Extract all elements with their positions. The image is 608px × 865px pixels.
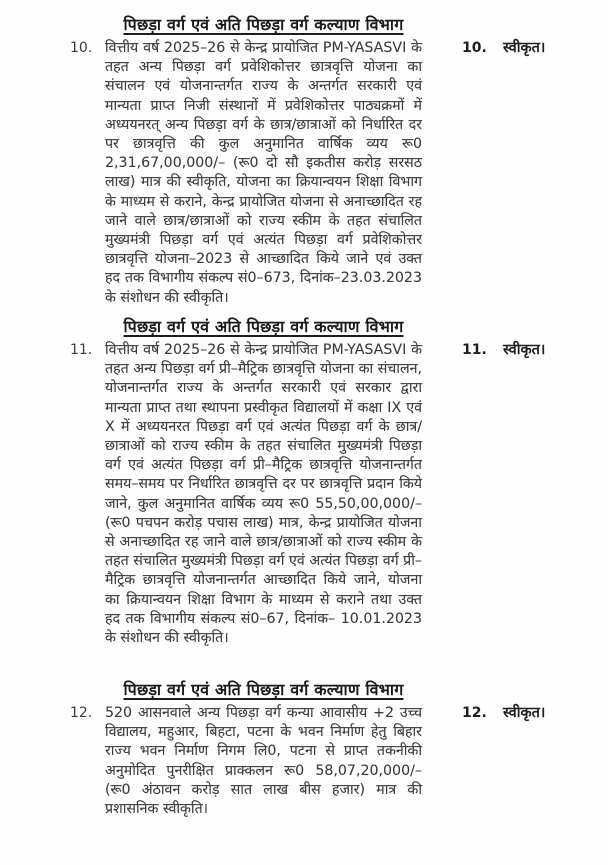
resolution-row [0,704,608,819]
item-body: वित्तीय वर्ष 2025–26 से केन्द्र प्रायोजित PM-YASASVI के तहत अन्य पिछड़ा वर्ग प्रवेशिकोत्तर छात्रवृत्ति योजना का संचालन एवं योजनान्तर्गत राज्य के अन्तर्गत सरकारी एवं मान्यता प्राप्त निजी संस्थानों में प्रवेशिकोत्तर पाठ्यक्रमों में अध्ययनरत् अन्य पिछड़ा वर्ग के छात्र/छात्राओं को निर्धारित दर पर छात्रवृत्ति की कुल अनुमानित वार्षिक व्यय रू0 2,31,67,00,000/– (रू0 दो सौ इकतीस करोड़ सरसठ लाख) मात्र की स्वीकृति, योजना का क्रियान्वयन शिक्षा विभाग के माध्यम से कराने, केन्द्र प्रायोजित योजना से अनाच्छादित रह जाने वाले छात्र/छात्राओं को राज्य स्कीम के तहत संचालित मुख्यमंत्री पिछड़ा वर्ग एवं अत्यंत पिछड़ा वर्ग प्रवेशिकोत्तर छात्रवृत्ति योजना–2023 से आच्छादित किये जाने एवं उक्त हद तक विभागीय संकल्प सं0–673, दिनांक–23.03.2023 के संशोधन की स्वीकृति। [105,40,422,306]
status-label: स्वीकृत। [503,40,546,56]
item-body: 520 आसनवाले अन्य पिछड़ा वर्ग कन्या आवासीय +2 उच्च विद्यालय, महुआर, बिहटा, पटना के भवन निर्माण हेतु बिहार राज्य भवन निर्माण निगम लि0, पटना से प्राप्त तकनीकी अनुमोदित पुनरीक्षित प्राक्कलन रू0 58,07,20,000/– (रू0 अंठावन करोड़ सात लाख बीस हजार) मात्र की प्रशासनिक स्वीकृति। [105,705,422,818]
item-number: 12. [70,705,93,721]
resolution-row [0,341,608,648]
status-number: 10. [462,40,487,56]
resolution-row [0,39,608,308]
department-heading: पिछड़ा वर्ग एवं अति पिछड़ा वर्ग कल्याण विभाग [123,317,404,336]
status-label: स्वीकृत। [503,342,546,358]
item-number: 10. [70,40,93,56]
section-item-10 [0,14,608,308]
department-heading: पिछड़ा वर्ग एवं अति पिछड़ा वर्ग कल्याण विभाग [123,680,404,699]
status-number: 11. [462,342,487,358]
department-heading: पिछड़ा वर्ग एवं अति पिछड़ा वर्ग कल्याण विभाग [123,15,404,34]
item-number: 11. [70,342,93,358]
status-label: स्वीकृत। [503,705,546,721]
section-item-12 [0,679,608,819]
section-item-11 [0,316,608,648]
item-body: वित्तीय वर्ष 2025–26 से केन्द्र प्रायोजित PM-YASASVI के तहत अन्य पिछड़ा वर्ग प्री–मैट्रिक छात्रवृत्ति योजना का संचालन, योजनान्तर्गत राज्य के अन्तर्गत सरकारी एवं सरकार द्वारा मान्यता प्राप्त तथा स्थापना प्रस्वीकृत विद्यालयों में कक्षा IX एवं X में अध्ययनरत पिछड़ा वर्ग एवं अत्यंत पिछड़ा वर्ग के छात्र/छात्राओं को राज्य स्कीम के तहत संचालित मुख्यमंत्री पिछड़ा वर्ग एवं अत्यंत पिछड़ा वर्ग प्री–मैट्रिक छात्रवृत्ति योजनान्तर्गत समय–समय पर निर्धारित छात्रवृत्ति दर पर छात्रवृत्ति प्रदान किये जाने, कुल अनुमानित वार्षिक व्यय रू0 55,50,00,000/– (रू0 पचपन करोड़ पचास लाख) मात्र, केन्द्र प्रायोजित योजना से अनाच्छादित रह जाने वाले छात्र/छात्राओं को राज्य स्कीम के तहत संचालित मुख्यमंत्री पिछड़ा वर्ग एवं अत्यंत पिछड़ा वर्ग प्री–मैट्रिक छात्रवृत्ति योजनान्तर्गत आच्छादित किये जाने, योजना का क्रियान्वयन शिक्षा विभाग के माध्यम से कराने तथा उक्त हद तक विभागीय संकल्प सं0–67, दिनांक– 10.01.2023 के संशोधन की स्वीकृति। [105,342,422,647]
status-number: 12. [462,705,487,721]
